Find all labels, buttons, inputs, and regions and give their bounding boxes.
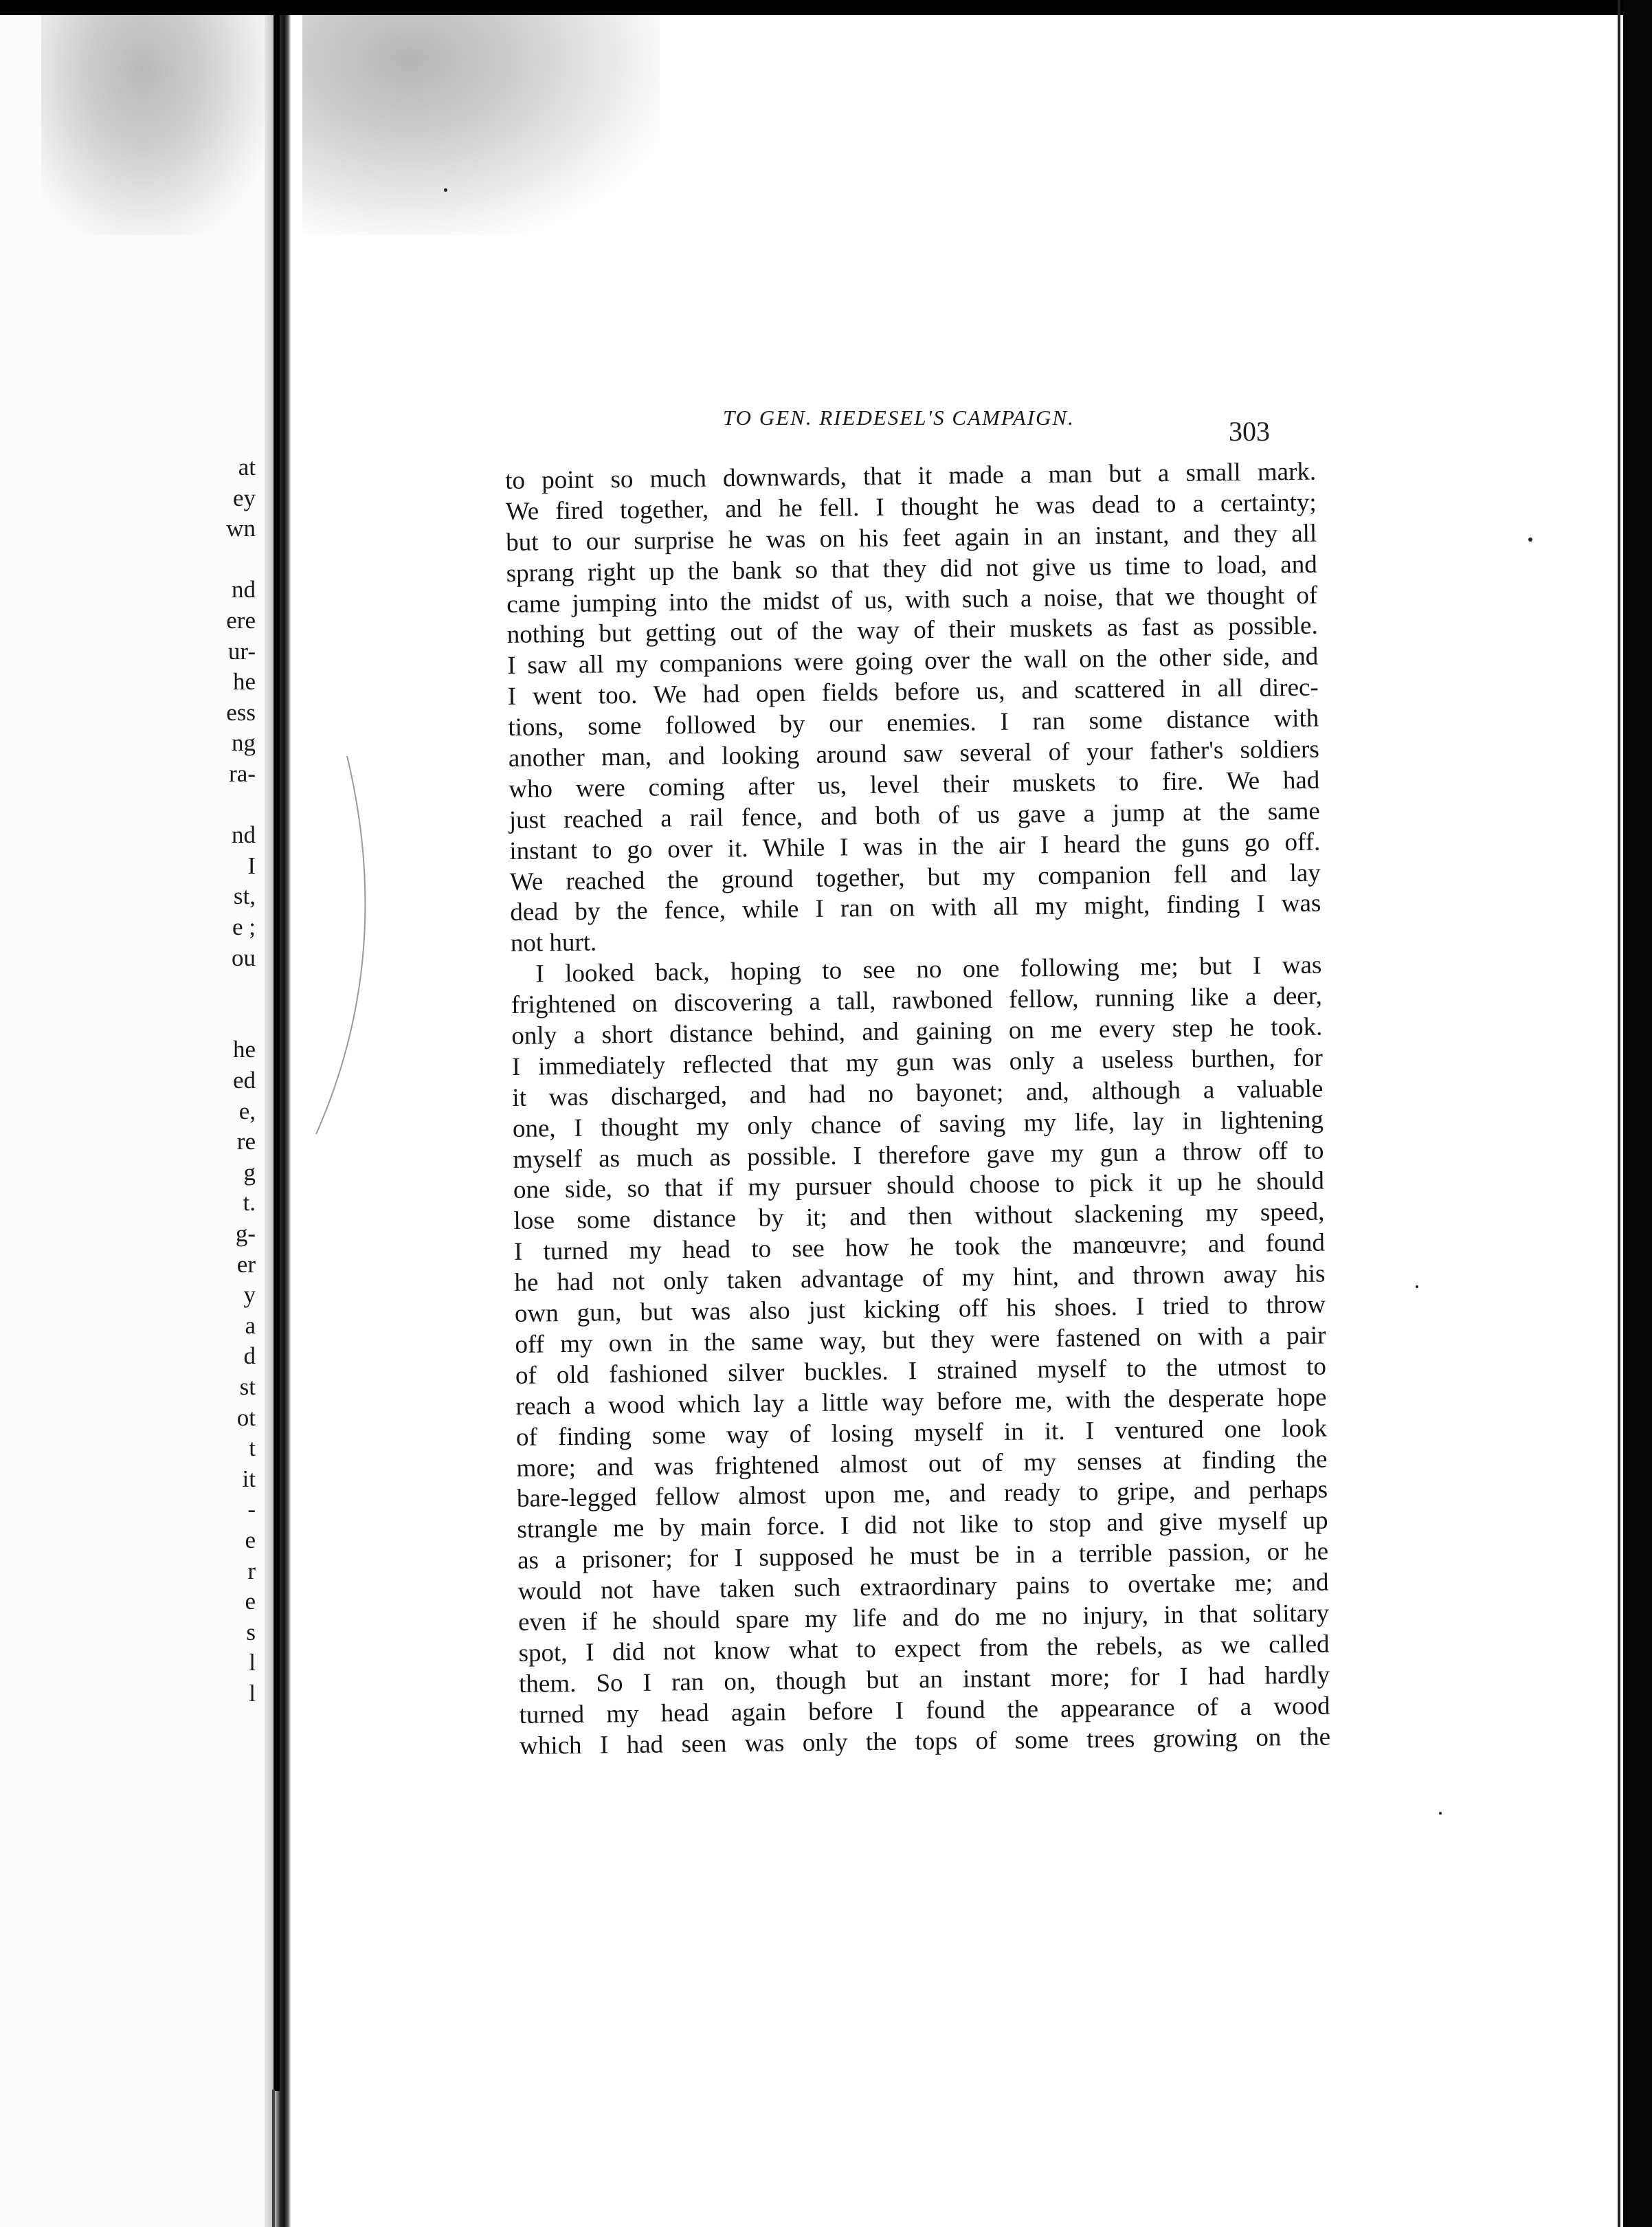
text-line: turned my head again before I found the appearance of a wood: [519, 1692, 1330, 1729]
left-page-fragment: e: [245, 1588, 256, 1615]
left-page-fragment: e,: [238, 1097, 256, 1124]
gutter-foot-line: [272, 2090, 275, 2227]
text-line: even if he should spare my life and do me no injury, in that solitary: [517, 1599, 1330, 1637]
left-page-fragment: l: [249, 1649, 256, 1676]
text-line: sprang right up the bank so that they did not give us time to load, and: [506, 550, 1317, 588]
left-page-fragment: nd: [232, 576, 256, 603]
text-line: of finding some way of losing myself in it. I ventured one look: [515, 1414, 1328, 1452]
left-page-fragment: st,: [233, 883, 256, 910]
left-page-fragment: r: [247, 1557, 256, 1584]
left-page-fragment: ra-: [229, 760, 256, 787]
text-line: frightened on discovering a tall, rawboned fellow, running like a deer,: [511, 982, 1323, 1020]
left-page-fragment: it: [242, 1465, 256, 1492]
left-page-fragment: re: [236, 1128, 256, 1155]
speck-mark: [1439, 1812, 1442, 1815]
text-line: reach a wood which lay a little way before me, with the desperate hope: [515, 1383, 1327, 1421]
text-line: off my own in the same way, but they were fastened on with a pair: [515, 1321, 1326, 1359]
text-line: tions, some followed by our enemies. I ran some distance with: [508, 704, 1319, 742]
right-page-stain: [302, 15, 660, 235]
text-line: as a prisoner; for I supposed he must be in a terrible passion, or he: [517, 1537, 1329, 1575]
left-page-fragment: wn: [226, 515, 256, 542]
text-line: he had not only taken advantage of my hint, and thrown away his: [514, 1259, 1326, 1298]
left-page-fragment: e: [245, 1527, 256, 1553]
text-line: one side, so that if my pursuer should choose to pick it up he should: [513, 1167, 1325, 1205]
text-line: I looked back, hoping to see no one following me; but I was: [535, 951, 1322, 988]
text-line: I turned my head to see how he took the manœuvre; and found: [513, 1228, 1326, 1267]
text-line: instant to go over it. While I was in the air I heard the guns go off.: [509, 828, 1321, 865]
text-line: of old fashioned silver buckles. I strained myself to the utmost to: [515, 1352, 1327, 1390]
text-line: We reached the ground together, but my companion fell and lay: [509, 858, 1321, 896]
left-page-fragment: ur-: [227, 637, 256, 665]
scan-right-edge: [1623, 0, 1652, 2227]
left-page-fragment: -: [247, 1496, 256, 1523]
page-number: 303: [1229, 416, 1270, 447]
text-line: another man, and looking around saw several of your father's soldiers: [508, 735, 1319, 773]
text-line: them. So I ran on, though but an instant more; for I had hardly: [518, 1661, 1330, 1698]
scan-top-edge: [0, 0, 1652, 15]
text-line: I went too. We had open fields before us, and scattered in all direc-: [507, 673, 1319, 711]
text-line: would not have taken such extraordinary pains to overtake me; and: [517, 1568, 1329, 1606]
text-line: lose some distance by it; and then without slackening my speed,: [513, 1197, 1325, 1236]
speck-mark: [444, 188, 447, 192]
left-page-fragment: er: [236, 1250, 256, 1278]
text-line: I immediately reflected that my gun was only a useless burthen, for: [511, 1043, 1324, 1081]
left-page-fragment: y: [243, 1281, 256, 1309]
text-line: but to our surprise he was on his feet again in an instant, and they all: [506, 519, 1317, 557]
text-line: came jumping into the midst of us, with such a noise, that we thought of: [506, 581, 1318, 619]
text-line: not hurt.: [510, 928, 597, 958]
text-line: it was discharged, and had no bayonet; and, although a valuable: [512, 1074, 1324, 1112]
left-page-fragment: ot: [236, 1404, 256, 1431]
running-head: TO GEN. RIEDESEL'S CAMPAIGN.: [723, 406, 1075, 430]
text-line: own gun, but was also just kicking off his shoes. I tried to throw: [514, 1290, 1326, 1328]
speck-mark: [1416, 1285, 1418, 1288]
left-page-fragment: l: [249, 1680, 256, 1707]
text-line: only a short distance behind, and gaining on me every step he took.: [511, 1012, 1323, 1050]
text-line: to point so much downwards, that it made a man but a small mark.: [505, 457, 1317, 495]
left-page-fragment: ed: [232, 1067, 256, 1094]
left-page-fragment: nd: [232, 821, 256, 849]
left-page-fragment: g-: [235, 1220, 256, 1247]
left-page-fragment: st: [239, 1373, 256, 1400]
left-page-fragment: ou: [232, 944, 256, 971]
left-page-fragment: t.: [243, 1189, 256, 1217]
left-page-stain: [41, 15, 268, 235]
left-page-fragment: s: [246, 1618, 256, 1646]
text-line: I saw all my companions were going over the wall on the other side, and: [507, 642, 1319, 680]
left-page-edge: [0, 15, 265, 2227]
text-line: spot, I did not know what to expect from the rebels, as we called: [518, 1630, 1330, 1668]
text-line: We fired together, and he fell. I thought he was dead to a certainty;: [505, 488, 1317, 526]
text-line: myself as much as possible. I therefore gave my gun a throw off to: [513, 1136, 1324, 1174]
text-line: which I had seen was only the tops of some trees growing on the: [519, 1722, 1331, 1760]
left-page-fragment: at: [238, 454, 256, 480]
left-page-fragment: e ;: [232, 913, 256, 940]
body-text: [505, 457, 1330, 1762]
pencil-arc-mark: [261, 749, 378, 1162]
scan-right-edge-line: [1618, 0, 1620, 2227]
left-page-fragment: ess: [226, 698, 256, 726]
left-page-fragment: t: [249, 1434, 256, 1462]
text-line: just reached a rail fence, and both of us gave a jump at the same: [509, 797, 1321, 834]
left-page-fragment: ng: [232, 729, 256, 757]
left-page-fragment: d: [243, 1342, 256, 1370]
text-line: bare-legged fellow almost upon me, and ready to gripe, and perhaps: [516, 1475, 1328, 1514]
text-line: one, I thought my only chance of saving my life, lay in lightening: [512, 1105, 1324, 1143]
left-page-fragment: he: [232, 668, 256, 696]
text-line: who were coming after us, level their muskets to fire. We had: [509, 766, 1320, 804]
left-page-fragment: he: [232, 1036, 256, 1063]
text-line: dead by the fence, while I ran on with all my might, finding I was: [510, 889, 1321, 927]
text-line: strangle me by main force. I did not like to stop and give myself up: [517, 1506, 1328, 1544]
text-line: nothing but getting out of the way of their muskets as fast as possible.: [506, 612, 1318, 650]
left-page-fragment: ere: [226, 607, 256, 634]
text-line: more; and was frightened almost out of my senses at finding the: [516, 1445, 1328, 1483]
left-page-fragment: ey: [232, 484, 256, 511]
left-page-fragment: a: [245, 1311, 256, 1339]
left-page-fragment: g: [243, 1158, 256, 1186]
speck-mark: [1528, 538, 1532, 542]
left-page-fragment: I: [247, 852, 256, 879]
